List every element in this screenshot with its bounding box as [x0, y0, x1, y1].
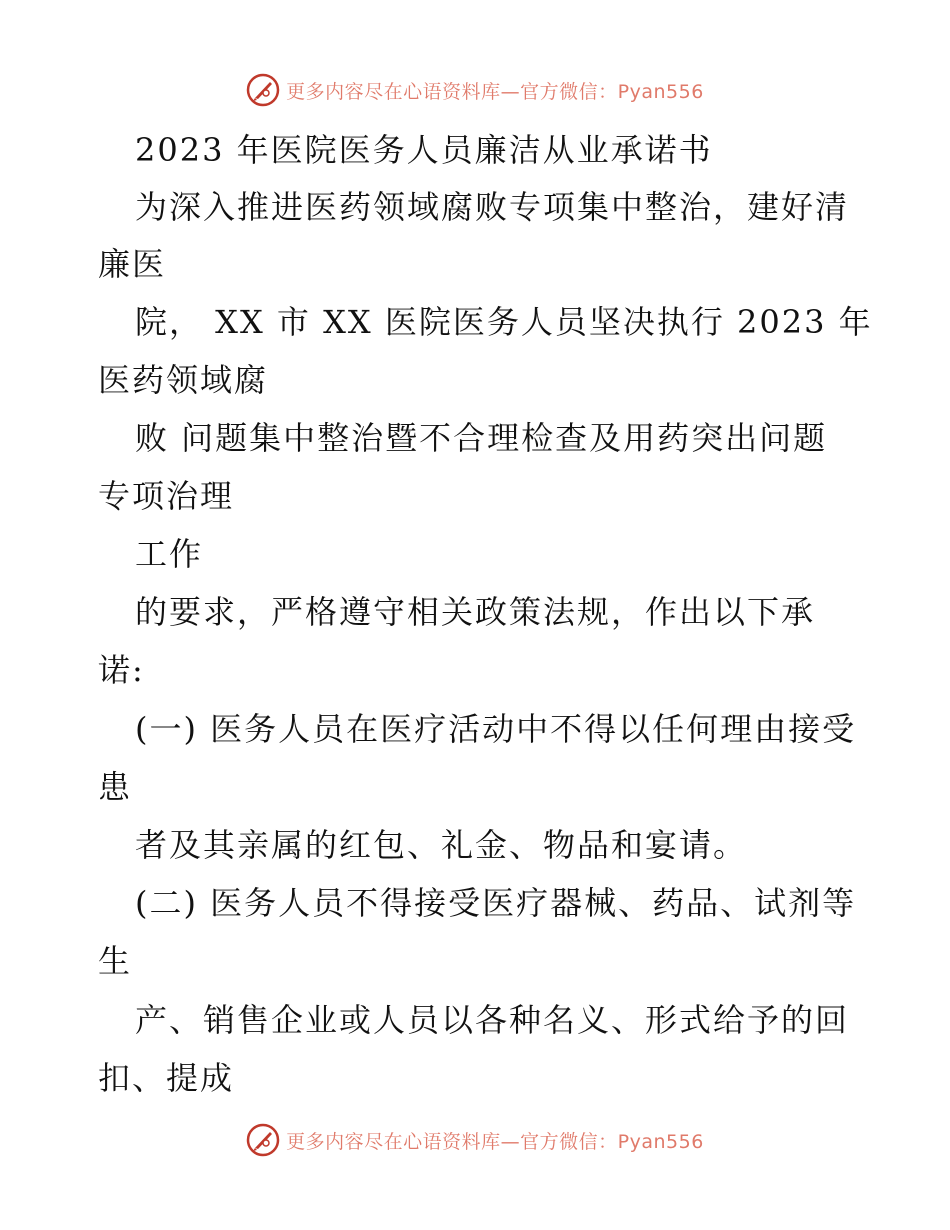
paragraph-line: 为深入推进医药领域腐败专项集中整治，建好清	[135, 188, 850, 226]
paragraph-line: 败 问题集中整治暨不合理检查及用药突出问题	[135, 419, 828, 457]
paragraph-line: 产、销售企业或人员以各种名义、形式给予的回	[135, 1001, 850, 1039]
paragraph-line: 者及其亲属的红包、礼金、物品和宴请。	[135, 826, 748, 864]
paragraph-line: 专项治理	[98, 477, 235, 515]
paragraph-line: 生	[98, 942, 133, 980]
paragraph-line: 廉医	[98, 245, 167, 283]
watermark-group	[246, 1123, 704, 1157]
list-item-line: (二) 医务人员不得接受医疗器械、药品、试剂等	[135, 884, 857, 922]
feather-pen-logo-icon	[246, 73, 280, 107]
paragraph-line: 患	[98, 768, 133, 806]
paragraph-line: 诺:	[98, 651, 145, 689]
watermark-text: 更多内容尽在心语资料库—官方微信：Pyan556	[286, 80, 704, 103]
header-watermark	[0, 70, 950, 110]
list-item-line: (一) 医务人员在医疗活动中不得以任何理由接受	[135, 710, 857, 748]
watermark-text: 更多内容尽在心语资料库—官方微信：Pyan556	[286, 1130, 704, 1153]
paragraph-line: 院， XX 市 XX 医院医务人员坚决执行 2023 年	[135, 303, 873, 341]
feather-pen-logo-icon	[246, 1123, 280, 1157]
footer-watermark	[0, 1120, 950, 1160]
document-title: 2023 年医院医务人员廉洁从业承诺书	[135, 131, 713, 169]
paragraph-line: 扣、提成	[98, 1059, 235, 1097]
paragraph-line: 医药领域腐	[98, 361, 269, 399]
paragraph-line: 工作	[135, 535, 204, 573]
paragraph-line: 的要求，严格遵守相关政策法规，作出以下承	[135, 593, 816, 631]
watermark-group	[246, 73, 704, 107]
